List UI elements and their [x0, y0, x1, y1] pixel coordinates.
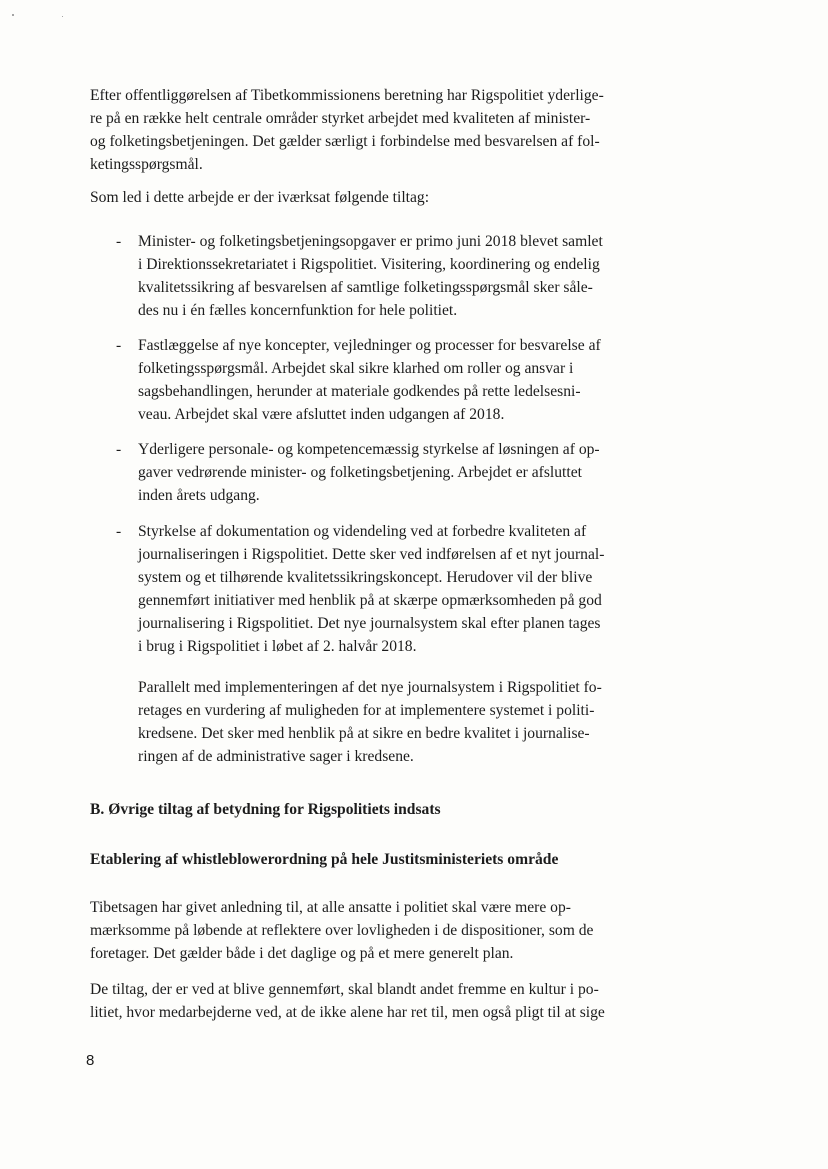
bullet-marker: -: [116, 337, 122, 354]
bullet-item-3: [138, 438, 622, 507]
bullet-item-2: [138, 334, 622, 426]
text-line: journalisering i Rigspolitiet. Det nye journalsystem skal efter planen tages: [138, 615, 601, 632]
text-line: kvalitetssikring af besvarelsen af samtlige folketingsspørgsmål sker såle-: [138, 279, 593, 296]
text-line: sagsbehandlingen, herunder at materiale godkendes på rette ledelsesni-: [138, 383, 581, 400]
text-line: ringen af de administrative sager i kredsene.: [138, 748, 414, 765]
page-number: 8: [86, 1052, 95, 1069]
text-line: retages en vurdering af muligheden for at implementere systemet i politi-: [138, 702, 595, 719]
text-line: Minister- og folketingsbetjeningsopgaver er primo juni 2018 blevet samlet: [138, 233, 603, 250]
text-line: journaliseringen i Rigspolitiet. Dette sker ved indførelsen af et nyt journal-: [138, 546, 605, 563]
text-line: des nu i én fælles koncernfunktion for hele politiet.: [138, 302, 458, 319]
text-line: Fastlæggelse af nye koncepter, vejledninger og processer for besvarelse af: [138, 337, 601, 354]
text-line: Styrkelse af dokumentation og videndeling ved at forbedre kvaliteten af: [138, 523, 587, 540]
text-line: gennemført initiativer med henblik på at skærpe opmærksomheden på god: [138, 592, 602, 609]
bullet-continuation-paragraph: [138, 676, 622, 768]
scan-speck: [62, 16, 63, 17]
paragraph-2: [90, 896, 622, 965]
subheading: [90, 848, 630, 871]
bullet-item-4: [138, 520, 622, 658]
text-line: litiet, hvor medarbejderne ved, at de ikke alene har ret til, men også pligt til at sige: [90, 1004, 605, 1021]
bullet-marker: -: [116, 523, 122, 540]
bullet-marker: -: [116, 233, 122, 250]
text-line: re på en række helt centrale områder styrket arbejdet med kvaliteten af minister-: [90, 110, 591, 127]
text-line: veau. Arbejdet skal være afsluttet inden udgangen af 2018.: [138, 406, 505, 423]
text-line: Parallelt med implementeringen af det nye journalsystem i Rigspolitiet fo-: [138, 679, 602, 696]
text-line: gaver vedrørende minister- og folketingsbetjening. Arbejdet er afsluttet: [138, 464, 582, 481]
text-line: i brug i Rigspolitiet i løbet af 2. halvår 2018.: [138, 638, 417, 655]
text-line: B. Øvrige tiltag af betydning for Rigspolitiets indsats: [90, 801, 441, 818]
text-line: Som led i dette arbejde er der iværksat følgende tiltag:: [90, 189, 430, 206]
scan-speck: [12, 14, 14, 16]
text-line: Efter offentliggørelsen af Tibetkommissionens beretning har Rigspolitiet yderlige-: [90, 87, 604, 104]
text-line: og folketingsbetjeningen. Det gælder særligt i forbindelse med besvarelsen af fol-: [90, 133, 600, 150]
text-line: Yderligere personale- og kompetencemæssig styrkelse af løsningen af op-: [138, 441, 600, 458]
section-heading: [90, 798, 630, 821]
bullet-marker: -: [116, 441, 122, 458]
text-line: foretager. Det gælder både i det daglige og på et mere generelt plan.: [90, 945, 514, 962]
lead-in-text: [90, 186, 622, 209]
text-line: folketingsspørgsmål. Arbejdet skal sikre klarhed om roller og ansvar i: [138, 360, 574, 377]
text-line: kredsene. Det sker med henblik på at sikre en bedre kvalitet i journalise-: [138, 725, 590, 742]
text-line: system og et tilhørende kvalitetssikringskoncept. Herudover vil der blive: [138, 569, 593, 586]
text-line: ketingsspørgsmål.: [90, 156, 203, 173]
intro-paragraph: [90, 84, 622, 176]
text-line: inden årets udgang.: [138, 487, 260, 504]
text-line: Etablering af whistleblowerordning på hele Justitsministeriets område: [90, 851, 559, 868]
text-line: mærksomme på løbende at reflektere over lovligheden i de dispositioner, som de: [90, 922, 594, 939]
text-line: Tibetsagen har givet anledning til, at alle ansatte i politiet skal være mere op-: [90, 899, 571, 916]
text-line: De tiltag, der er ved at blive gennemført, skal blandt andet fremme en kultur i po-: [90, 981, 599, 998]
paragraph-3: [90, 978, 622, 1024]
text-line: i Direktionssekretariatet i Rigspolitiet. Visitering, koordinering og endelig: [138, 256, 600, 273]
bullet-item-1: [138, 230, 622, 322]
